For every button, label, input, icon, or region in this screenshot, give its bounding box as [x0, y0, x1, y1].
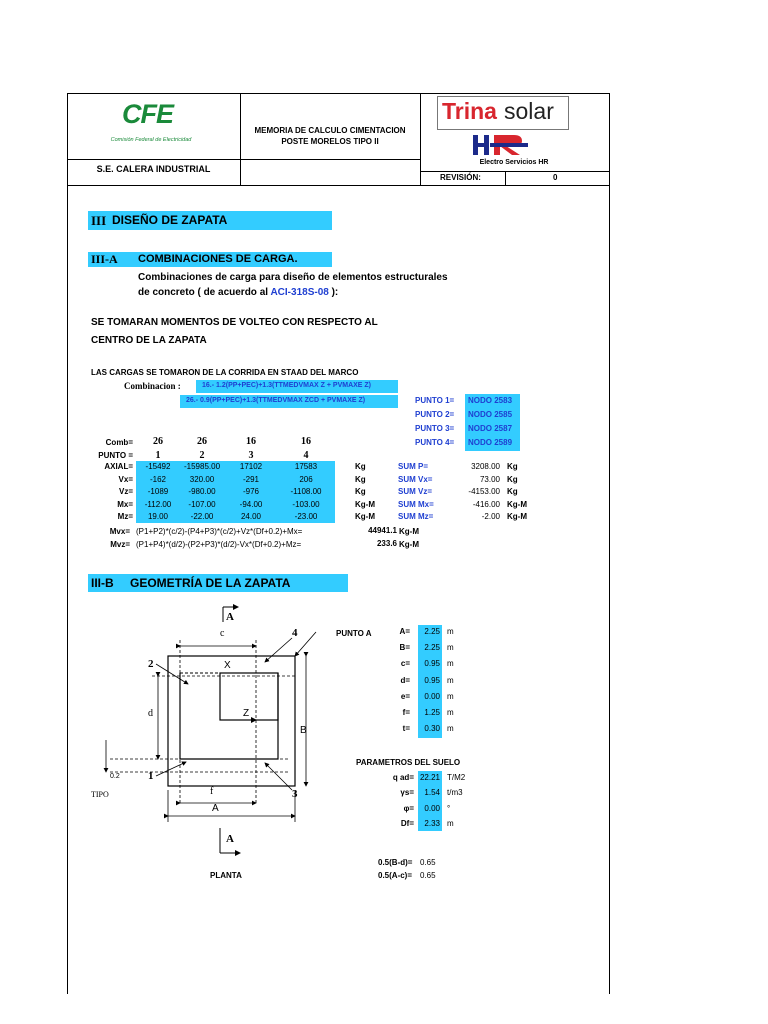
dim-label: A=: [399, 627, 410, 636]
punto-4-label: PUNTO 4=: [415, 438, 455, 447]
dim-unit: m: [447, 708, 454, 717]
dim-value: 2.25: [424, 643, 440, 653]
sum-value: -416.00: [472, 499, 500, 509]
suelo-label: φ=: [403, 803, 414, 813]
trina-logo-bold: Trina: [442, 98, 497, 124]
comb-val-2: 26: [197, 436, 207, 447]
dim-label: t=: [402, 724, 410, 734]
cfe-logo: [100, 99, 202, 151]
comb-desc-1: Combinaciones de carga para diseño de elementos estructurales: [138, 272, 448, 283]
punto-val-3: 3: [248, 450, 254, 461]
memoria-title-1: MEMORIA DE CALCULO CIMENTACION: [254, 126, 406, 135]
suelo-unit: t/m3: [447, 788, 463, 798]
header-divider: [67, 159, 420, 160]
sum-label: SUM Vx=: [398, 474, 433, 484]
punto-val-1: 1: [155, 450, 161, 461]
dim-unit: m: [447, 675, 454, 685]
punto-2-node: NODO 2585: [468, 410, 513, 419]
force-value: -112.00: [144, 499, 172, 509]
aci-reference-link[interactable]: ACI-318S-08: [270, 287, 329, 298]
suelo-label: q ad=: [392, 773, 414, 782]
revision-vline: [505, 171, 506, 185]
force-value: -23.00: [294, 512, 318, 521]
dim-label: d=: [400, 675, 410, 685]
section-3-roman: III: [91, 213, 107, 228]
force-value: -1108.00: [290, 487, 322, 496]
tipo-label: TIPO: [91, 790, 109, 799]
revision-label: REVISIÓN:: [440, 173, 481, 182]
suelo-title: PARAMETROS DEL SUELO: [356, 758, 461, 767]
punto-4-node: NODO 2589: [468, 438, 513, 447]
force-label: Mz=: [117, 512, 133, 521]
mvz-formula: (P1+P4)*(d/2)-(P2+P3)*(d/2)-Vx*(Df+0.2)+Mz=: [136, 540, 302, 549]
suelo-value: 22.21: [419, 773, 440, 782]
node-3-label: 3: [292, 788, 298, 800]
force-unit: Kg: [355, 462, 366, 471]
force-value: -976: [242, 487, 259, 496]
half-b-value: 0.65: [420, 858, 436, 867]
header-bottom-line: [67, 185, 609, 186]
se-name: S.E. CALERA INDUSTRIAL: [96, 164, 211, 174]
mvx-value: 44941.1: [368, 526, 397, 535]
note-line-1: SE TOMARAN MOMENTOS DE VOLTEO CON RESPECTO AL: [91, 317, 378, 328]
comb-desc-2-pre: de concreto ( de acuerdo al: [138, 287, 271, 298]
punto-val-4: 4: [303, 450, 309, 461]
force-unit: Kg: [355, 487, 366, 496]
suelo-unit: m: [447, 818, 454, 828]
revision-value: 0: [553, 173, 558, 182]
sum-value: 3208.00: [471, 462, 500, 471]
force-value: -1089: [147, 487, 169, 496]
hr-subtitle: Electro Servicios HR: [479, 159, 549, 166]
suelo-label: γs=: [400, 788, 414, 798]
dim-label: B=: [399, 643, 410, 653]
comb-val-4: 16: [301, 436, 311, 447]
dim-label: e=: [400, 691, 410, 701]
force-value: -980.00: [188, 487, 216, 496]
node-2-label: 2: [148, 658, 154, 670]
force-label: Vz=: [118, 487, 133, 496]
cfe-logo-text: CFE: [122, 99, 173, 129]
force-unit: Kg-M: [355, 499, 375, 509]
suelo-unit: °: [447, 803, 451, 813]
punto-1-node: NODO 2583: [468, 396, 513, 405]
dim-unit: m: [447, 659, 454, 669]
dim-value: 0.95: [424, 659, 440, 669]
dim-c-label: c: [220, 628, 225, 639]
staad-note: LAS CARGAS SE TOMARON DE LA CORRIDA EN STAAD DEL MARCO: [91, 368, 359, 377]
suelo-unit: T/M2: [447, 773, 466, 782]
force-value: -107.00: [188, 499, 216, 509]
dim-value: 0.00: [424, 691, 440, 701]
sum-label: SUM Vz=: [398, 487, 433, 496]
revision-line: [420, 171, 609, 172]
comb-desc-2-post: ):: [328, 287, 339, 298]
force-label: Vx=: [118, 474, 133, 484]
dim-f-label: f: [210, 786, 214, 797]
force-value: -94.00: [239, 499, 263, 509]
section-3-title: DISEÑO DE ZAPATA: [112, 213, 228, 227]
mvz-unit: Kg-M: [399, 540, 419, 549]
sum-label: SUM P=: [398, 462, 429, 471]
force-value: 206: [299, 474, 313, 484]
punto-label: PUNTO =: [98, 451, 133, 460]
comb-desc-2: [138, 287, 338, 298]
sum-label: SUM Mx=: [398, 499, 434, 509]
force-value: -15985.00: [183, 462, 221, 471]
dim-value: 2.25: [424, 627, 440, 636]
section-3a-roman: III-A: [91, 252, 118, 266]
punto-a-label: PUNTO A: [336, 629, 372, 638]
sum-unit: Kg: [507, 462, 518, 471]
dim-label: c=: [400, 659, 410, 669]
dim-label: f=: [402, 708, 410, 717]
combinacion-label: Combinacion :: [124, 381, 181, 391]
section-3b-title: GEOMETRÍA DE LA ZAPATA: [130, 576, 291, 590]
half-a-value: 0.65: [420, 871, 436, 880]
sum-unit: Kg: [507, 487, 518, 496]
planta-label: PLANTA: [210, 871, 242, 880]
mvz-label: Mvz=: [110, 540, 130, 549]
sum-unit: Kg-M: [507, 512, 527, 521]
trina-logo: [437, 96, 569, 130]
punto-3-node: NODO 2587: [468, 424, 513, 433]
force-value: 320.00: [189, 474, 215, 484]
section-3b-roman: III-B: [91, 576, 114, 590]
force-unit: Kg-M: [355, 512, 375, 521]
half-a-label: 0.5(A-c)=: [378, 871, 413, 880]
sum-value: -2.00: [481, 512, 500, 521]
suelo-value: 2.33: [424, 818, 440, 828]
comb-1-text: 16.- 1.2(PP+PEC)+1.3(TTMEDVMAX Z + PVMAXE Z): [202, 382, 372, 389]
force-value: -291: [242, 474, 259, 484]
section-label-top: A: [226, 611, 234, 623]
pedestal-outline: [180, 673, 278, 759]
force-unit: Kg: [355, 474, 366, 484]
force-value: 24.00: [240, 512, 262, 521]
hr-logo-icon: [470, 133, 530, 157]
t-value-label: 0.2: [110, 773, 120, 780]
comb-label: Comb=: [105, 438, 133, 447]
force-value: -162: [149, 474, 166, 484]
force-value: -22.00: [190, 512, 214, 521]
cfe-subtitle: Comisión Federal de Electricidad: [110, 137, 192, 143]
comb-2-text: 26.- 0.9(PP+PEC)+1.3(TTMEDVMAX ZCD + PVMAXE Z): [186, 397, 366, 404]
sum-value: 73.00: [479, 474, 500, 484]
force-value: 17102: [239, 462, 263, 471]
suelo-label: Df=: [400, 818, 414, 828]
punto-val-2: 2: [199, 450, 205, 461]
half-b-label: 0.5(B-d)=: [378, 858, 413, 867]
dim-unit: m: [447, 643, 454, 653]
punto-1-label: PUNTO 1=: [415, 396, 455, 405]
dim-unit: m: [447, 691, 454, 701]
zapata-outline: [168, 656, 295, 786]
node-4-label: 4: [292, 627, 298, 639]
suelo-value: 0.00: [424, 803, 440, 813]
force-value: -15492: [145, 462, 171, 471]
dim-b-label: B: [300, 725, 307, 736]
dim-a-label: A: [212, 803, 219, 814]
mvx-formula: (P1+P2)*(c/2)-(P4+P3)*(c/2)+Vz*(Df+0.2)+Mx=: [136, 527, 303, 536]
axis-x-label: X: [224, 660, 231, 671]
sum-unit: Kg: [507, 474, 518, 484]
dim-value: 0.30: [424, 724, 440, 734]
note-line-2: CENTRO DE LA ZAPATA: [91, 335, 207, 346]
dim-d-label: d: [148, 708, 153, 719]
comb-val-1: 26: [153, 436, 163, 447]
section-3a-title: COMBINACIONES DE CARGA.: [138, 253, 298, 265]
punto-2-label: PUNTO 2=: [415, 410, 455, 419]
memoria-title-2: POSTE MORELOS TIPO II: [281, 137, 379, 146]
force-value: 17583: [294, 462, 318, 471]
suelo-value: 1.54: [424, 788, 440, 798]
axis-z-label: Z: [243, 708, 250, 719]
sum-label: SUM Mz=: [398, 512, 434, 521]
dim-value: 0.95: [424, 675, 440, 685]
mvx-unit: Kg-M: [399, 527, 419, 536]
punto-3-label: PUNTO 3=: [415, 424, 455, 433]
dim-unit: m: [447, 724, 454, 734]
dim-value: 1.25: [424, 708, 440, 717]
sum-value: -4153.00: [468, 487, 500, 496]
section-label-bottom: A: [226, 833, 234, 845]
force-label: Mx=: [117, 499, 133, 509]
force-label: AXIAL=: [104, 462, 133, 471]
force-value: 19.00: [147, 512, 169, 521]
mvx-label: Mvx=: [109, 527, 130, 536]
mvz-value: 233.6: [376, 539, 397, 548]
force-value: -103.00: [292, 499, 320, 509]
node-1-label: 1: [148, 770, 154, 782]
comb-val-3: 16: [246, 436, 256, 447]
dim-unit: m: [447, 627, 454, 636]
trina-logo-light: solar: [504, 98, 554, 124]
sum-unit: Kg-M: [507, 499, 527, 509]
